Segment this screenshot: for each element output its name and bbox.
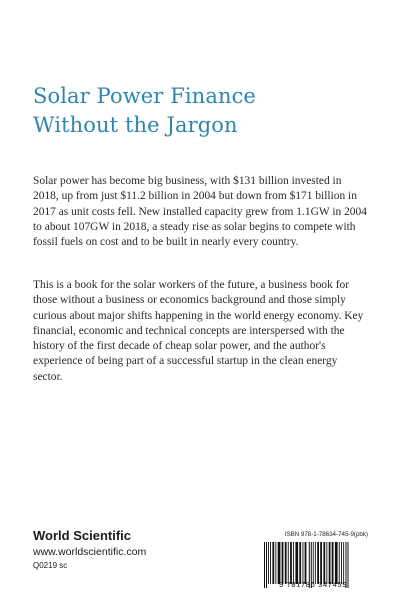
barcode-bar — [343, 542, 344, 584]
barcode-bar — [278, 542, 281, 584]
publisher-url: www.worldscientific.com — [33, 546, 147, 558]
barcode-bar — [317, 542, 319, 584]
publisher-block — [33, 528, 146, 571]
barcode-bar — [315, 542, 316, 584]
barcode-bar — [299, 542, 301, 584]
barcode-digits: 9 781786 347459 — [278, 580, 348, 589]
barcode-bar — [270, 542, 271, 584]
barcode-bar — [275, 542, 276, 584]
barcode-bar — [303, 542, 304, 584]
isbn-label: ISBN 978-1-78634-745-9(pbk) — [284, 531, 368, 538]
barcode-bar — [290, 542, 292, 584]
barcode-bar — [293, 542, 294, 584]
barcode-bar — [295, 542, 298, 584]
publisher-name: World Scientific — [33, 528, 131, 543]
barcode-bar — [326, 542, 327, 584]
title-line-1: Solar Power Finance — [33, 84, 256, 108]
barcode-bar — [341, 542, 342, 584]
barcode-bar — [323, 542, 325, 584]
blurb-paragraph-2: This is a book for the solar workers of the future, a business book for those without a business or economics background and those simply curious about major shifts happening in the world energy economy. Key financial, economic and technical concepts are interspersed with the history of the first decade of cheap solar power, and the author's experience of being part of a successful startup in the clean energy sector. — [33, 279, 364, 383]
barcode-bar — [320, 542, 322, 584]
barcode-bar — [305, 542, 307, 584]
blurb-paragraph-1: Solar power has become big business, with $131 billion invested in 2018, up from just $11.2 billion in 2004 but down from $171 billion in 2017 as unit costs fell. New installed capacity grew from 1.1GW in 2004 to about 107GW in 2018, a steady rise as solar begins to compete with fossil fuels on cost and to be built in nearly every country. — [33, 175, 367, 249]
barcode-bar — [285, 542, 287, 584]
barcode-bar — [288, 542, 289, 584]
book-title — [33, 82, 363, 140]
barcode-bar — [313, 542, 314, 584]
barcode-bar — [329, 542, 331, 584]
barcode-bar — [335, 542, 338, 584]
barcode-bar — [332, 542, 334, 584]
title-line-2: Without the Jargon — [33, 113, 238, 137]
barcode-bar — [282, 542, 284, 584]
product-code: Q0219 sc — [33, 561, 68, 570]
barcode-block — [258, 531, 368, 588]
barcode-bar — [272, 542, 274, 584]
barcode-bar — [268, 542, 269, 584]
barcode-bar — [339, 542, 340, 584]
